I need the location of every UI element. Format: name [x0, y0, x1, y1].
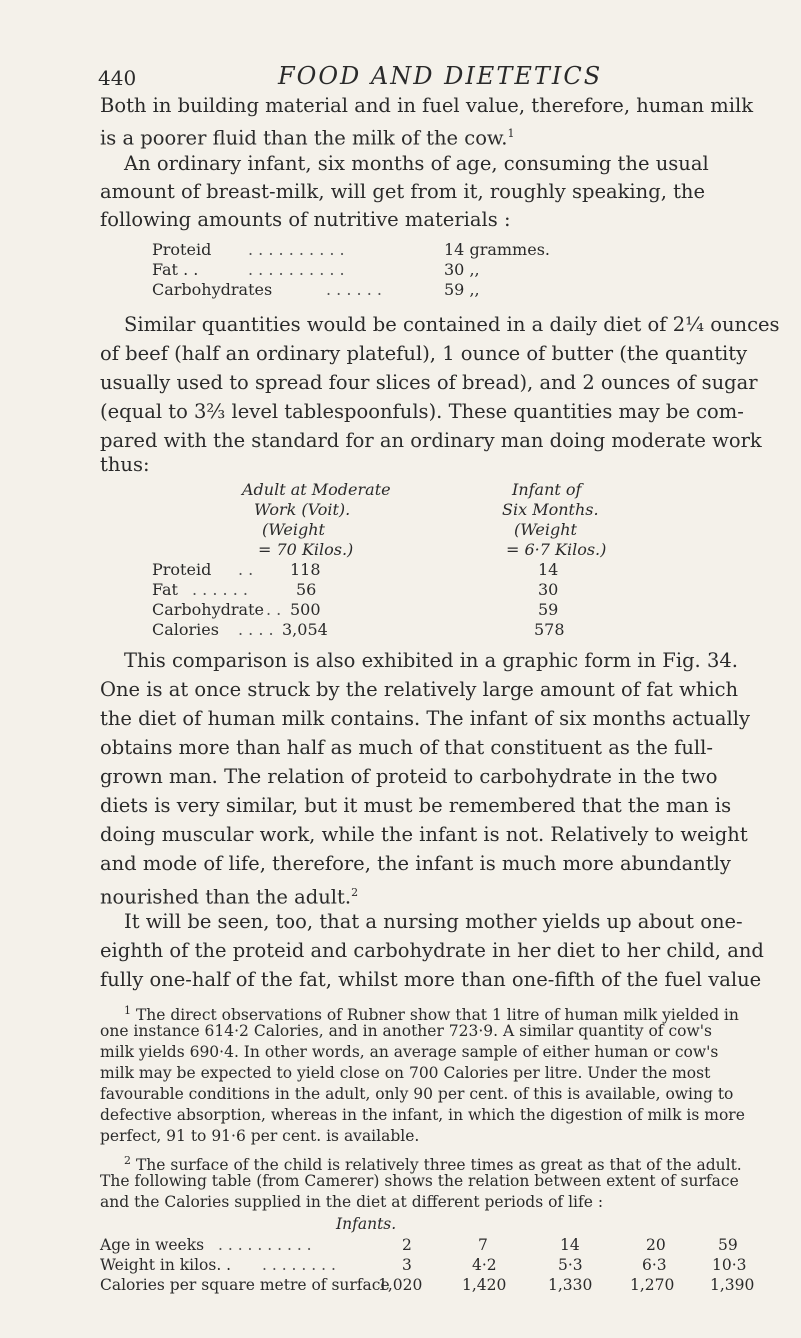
column-header: Six Months.: [502, 500, 599, 519]
column-header: Work (Voit).: [254, 500, 351, 519]
adult-value: 56: [296, 580, 317, 599]
text-line: is a poorer fluid than the milk of the cow.$^1$: [100, 126, 515, 150]
nutrient-name: Proteid: [152, 240, 212, 259]
text-line: pared with the standard for an ordinary man doing moderate work: [100, 429, 762, 452]
row-label: Age in weeks: [100, 1236, 205, 1254]
table-cell: 6·3: [642, 1256, 667, 1274]
leader-dots: . . . . . . . . . .: [248, 260, 345, 279]
table-cell: 14: [560, 1236, 580, 1254]
footnote-ref: 1: [507, 127, 515, 140]
footnote-line: defective absorption, whereas in the infant, in which the digestion of milk is more: [100, 1106, 745, 1124]
text-line: grown man. The relation of proteid to carbohydrate in the two: [100, 765, 718, 788]
footnote-mark: 1: [124, 1004, 131, 1017]
row-label: Proteid: [152, 560, 212, 579]
table-cell: 1,270: [630, 1276, 675, 1294]
leader-dots: . . . . . .: [326, 280, 382, 299]
text-line: doing muscular work, while the infant is not. Relatively to weight: [100, 823, 748, 846]
text-line: amount of breast-milk, will get from it, roughly speaking, the: [100, 180, 706, 203]
table-cell: 20: [646, 1236, 666, 1254]
infant-value: 14: [538, 560, 559, 579]
table-cell: 59: [718, 1236, 738, 1254]
column-header: Adult at Moderate: [242, 480, 391, 499]
table-cell: 7: [478, 1236, 488, 1254]
column-header: (Weight: [262, 520, 325, 539]
table-heading: Infants.: [336, 1215, 397, 1233]
nutrient-name: Carbohydrates: [152, 280, 273, 299]
leader-dots: . .: [238, 560, 254, 579]
text-line: and mode of life, therefore, the infant is much more abundantly: [100, 852, 731, 875]
table-cell: 5·3: [558, 1256, 583, 1274]
text-line: the diet of human milk contains. The infant of six months actually: [100, 707, 751, 730]
footnote-line: and the Calories supplied in the diet at different periods of life :: [100, 1193, 604, 1211]
text-line: Both in building material and in fuel value, therefore, human milk: [100, 94, 754, 117]
running-title: FOOD AND DIETETICS: [278, 62, 603, 90]
text-line: obtains more than half as much of that constituent as the full-: [100, 736, 713, 759]
table-cell: 3: [402, 1256, 412, 1274]
table-cell: 1,420: [462, 1276, 507, 1294]
text-line: An ordinary infant, six months of age, consuming the usual: [124, 152, 709, 175]
nutrient-value: 30 ,,: [444, 260, 480, 279]
column-header: = 70 Kilos.): [258, 540, 354, 559]
text-line: diets is very similar, but it must be remembered that the man is: [100, 794, 732, 817]
row-label: Weight in kilos. .: [100, 1256, 232, 1274]
text-line: Similar quantities would be contained in a daily diet of 2¼ ounces: [124, 313, 780, 336]
footnote-line: milk yields 690·4. In other words, an average sample of either human or cow's: [100, 1043, 719, 1061]
footnote-line: milk may be expected to yield close on 700 Calories per litre. Under the most: [100, 1064, 711, 1082]
footnote-line: The following table (from Camerer) shows the relation between extent of surface: [100, 1172, 739, 1190]
column-header: Infant of: [512, 480, 582, 499]
leader-dots: . . . .: [238, 620, 274, 639]
column-header: = 6·7 Kilos.): [506, 540, 607, 559]
footnote-line: $^1$ The direct observations of Rubner show that 1 litre of human milk yielded in: [124, 1004, 739, 1025]
footnote-mark: 2: [124, 1154, 131, 1167]
footnote-line: favourable conditions in the adult, only 90 per cent. of this is available, owing to: [100, 1085, 734, 1103]
row-label: Calories: [152, 620, 219, 639]
text-line: nourished than the adult.$^2$: [100, 885, 359, 909]
text-line: (equal to 3⅔ level tablespoonfuls). These quantities may be com-: [100, 400, 744, 423]
table-cell: 4·2: [472, 1256, 497, 1274]
leader-dots: . . . . . .: [192, 580, 248, 599]
table-cell: 1,330: [548, 1276, 593, 1294]
text-line: eighth of the proteid and carbohydrate in her diet to her child, and: [100, 939, 764, 962]
infant-value: 578: [534, 620, 565, 639]
text-line: It will be seen, too, that a nursing mother yields up about one-: [124, 910, 743, 933]
text-line: thus:: [100, 453, 150, 476]
text-line: fully one-half of the fat, whilst more than one-fifth of the fuel value: [100, 968, 762, 991]
footnote-line: $^2$ The surface of the child is relatively three times as great as that of the adult.: [124, 1154, 742, 1175]
nutrient-name: Fat . .: [152, 260, 199, 279]
nutrient-value: 14 grammes.: [444, 240, 550, 259]
leader-dots: . .: [266, 600, 282, 619]
leader-dots: . . . . . . . .: [262, 1256, 336, 1274]
row-label: Calories per square metre of surface: [100, 1276, 390, 1294]
table-cell: 1,020: [378, 1276, 423, 1294]
leader-dots: . . . . . . . . . .: [248, 240, 345, 259]
adult-value: 500: [290, 600, 321, 619]
footnote-ref: 2: [351, 886, 359, 899]
nutrient-value: 59 ,,: [444, 280, 480, 299]
text-line: This comparison is also exhibited in a graphic form in Fig. 34.: [124, 649, 738, 672]
table-cell: 1,390: [710, 1276, 755, 1294]
text-line: usually used to spread four slices of bread), and 2 ounces of sugar: [100, 371, 758, 394]
table-cell: 10·3: [712, 1256, 747, 1274]
text-line: of beef (half an ordinary plateful), 1 ounce of butter (the quantity: [100, 342, 748, 365]
adult-value: 118: [290, 560, 321, 579]
infant-value: 59: [538, 600, 559, 619]
column-header: (Weight: [514, 520, 577, 539]
infant-value: 30: [538, 580, 559, 599]
leader-dots: . . . . . . . . . .: [218, 1236, 312, 1254]
row-label: Carbohydrate: [152, 600, 264, 619]
row-label: Fat: [152, 580, 178, 599]
footnote-line: one instance 614·2 Calories, and in another 723·9. A similar quantity of cow's: [100, 1022, 712, 1040]
table-cell: 2: [402, 1236, 412, 1254]
text-line: One is at once struck by the relatively large amount of fat which: [100, 678, 739, 701]
footnote-line: perfect, 91 to 91·6 per cent. is available.: [100, 1127, 420, 1145]
text-line: following amounts of nutritive materials :: [100, 208, 511, 231]
page-number: 440: [98, 66, 137, 90]
adult-value: 3,054: [282, 620, 328, 639]
